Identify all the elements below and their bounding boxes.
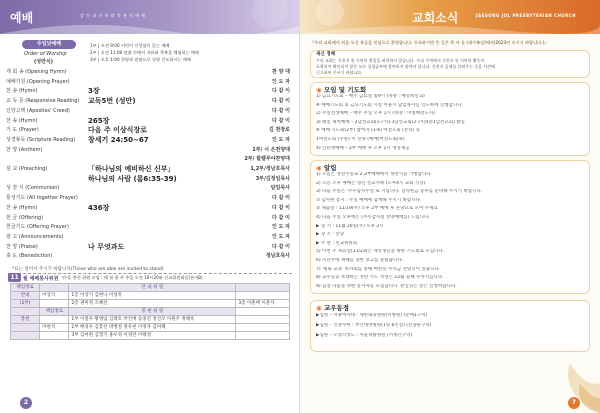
order-of-worship-label: Order of Worship — [24, 51, 67, 57]
order-item-label: 축 도 (Benediction) — [6, 253, 53, 260]
order-item-detail: 다음 주 이상식장로 — [88, 126, 147, 135]
announcement-item: 7) '평화 교육' 바자회를 통해 마련된 수익금 전달식이 있습니다. — [316, 266, 441, 272]
contact-item: ▶입원 – 서광여자대 : 새론내과병원(이병원) (문예1구역) — [316, 313, 428, 318]
schedule-cell — [11, 308, 40, 316]
order-item-label: 기 도 (Prayer) — [6, 127, 39, 134]
order-item-leader: 인 도 자 — [272, 233, 290, 240]
meetings-title: ◉ 모임 및 기도회 — [316, 86, 367, 94]
order-item-detail: 「하나님의 예비하신 신부」 — [88, 165, 175, 173]
page-number-left: 2 — [20, 397, 32, 409]
order-item-leader: 다 같 이 — [272, 107, 290, 114]
schedule-cell — [236, 324, 290, 332]
announcement-item: 1) 오늘은 성찬주일로 2,3부예배에서 성찬식을 거행합니다. — [316, 172, 432, 177]
schedule-cell — [236, 284, 290, 292]
order-item-leader: 정남호목사 — [265, 253, 290, 260]
schedule-row — [11, 284, 290, 292]
order-item-leader: 인 도 자 — [272, 78, 290, 85]
order-item-detail: 나 무엇과도 — [88, 242, 125, 251]
schedule-month-badge: 11 — [8, 273, 21, 282]
order-item-leader: 3부/김정일목사 — [255, 175, 290, 182]
order-item-detail: 3장 — [88, 87, 100, 96]
leaf-ornament — [520, 353, 600, 413]
news-header — [300, 0, 600, 34]
schedule-cell: 이현석 — [40, 324, 69, 332]
bullet-icon: ◉ — [316, 304, 324, 312]
intro-line-3: 신고하여 주시기 바랍니다. — [316, 70, 363, 75]
schedule-cell — [236, 332, 290, 340]
order-item-label: 통성기도 (All together Prayer) — [6, 195, 78, 202]
welcome-notice: 『우리 교회에서 처음 오신 분들을 진심으로 환영합니다. 등록하시면 뜻 깊은 축 사 를 (새가족실)에서(2023년 오시기 바랍니다.)』 — [310, 40, 549, 45]
schedule-row — [11, 324, 290, 332]
schedule-cell: 1층 이상기 김현나 이성옥 — [69, 292, 236, 300]
order-item-leader: 다 같 이 — [272, 117, 290, 124]
schedule-row — [11, 292, 290, 300]
order-sub-label: (성만식) — [34, 59, 54, 65]
schedule-note: 안내, 봉헌 위원 모임 : 매 월 첫 주 주일 오전 10시20분 선교위원회실(본지B) — [62, 275, 203, 280]
schedule-cell — [236, 316, 290, 324]
contacts-title: ◉ 교우동정 — [316, 304, 350, 312]
intro-line-2: 포착되어 확인되지 않은 모든 성경공부에 참여하지 말아야 합니다. 신천지 실제를 알려주는 곳을 사전에 — [316, 64, 495, 69]
schedule-cell — [40, 316, 69, 324]
announcement-item: 2) 오늘 오후 예배는 청년 선교카페 (오후4시 교회 식당) — [316, 180, 426, 186]
schedule-cell: 안 내 위 원 — [69, 284, 236, 292]
order-item-leader: 다 같 이 — [272, 204, 290, 211]
order-item-leader: 다 같 이 — [272, 214, 290, 221]
order-item-leader: 담임목사 — [270, 185, 290, 192]
order-item-label: 헌금기도 (Offering Prayer) — [6, 224, 69, 231]
schedule-cell: 1부 이철우 황병임 김태호 박진배 송종진 정진모 이원주 정해옥 — [69, 316, 236, 324]
schedule-row — [11, 300, 290, 308]
order-item-label: 찬 송 (Hymn) — [6, 204, 38, 211]
meeting-item: 1) 금요기도회 – 매주 금요일 밤9시 (목양 : 배유희선교) — [316, 94, 425, 99]
order-item-label: 설 교 (Preaching) — [6, 166, 48, 172]
sunday-worship-pill: 주일낮예배 — [22, 40, 76, 49]
meeting-item: 3) 평일 새벽예배 – 2남선교회(1구역)·3남선교회(2구역)(준1남선교회) 활동 — [316, 119, 465, 125]
schedule-table — [10, 283, 290, 340]
worship-subtitle: 감 동 과 자 유 와 축 복 의 예 배 — [80, 13, 146, 18]
meeting-item: 1여전도회 (주관) 이 찬양 (예배)여전도회(목) — [316, 137, 405, 142]
announcements-title: ◉ 알림 — [316, 164, 337, 172]
order-item-label: 광 고 (Announcements) — [6, 233, 64, 240]
announcement-item: ▶ 장 소 : 본당 — [316, 232, 345, 238]
announcement-item: ② 제출일 : 11/19(주) 오후 2부 예배 후 본당으로 모아 주세요 — [316, 206, 438, 212]
announcement-item: 8) 교우들을 초대하는 성탄 카드 작성은 12월 둘째 주까지입니다. — [316, 275, 444, 281]
schedule-cell — [236, 308, 290, 316]
bullet-icon: ◉ — [316, 86, 324, 94]
meeting-item: 4) 인터넷예배 – 2부 예배 후 오후 1시 영상제공 — [316, 145, 410, 151]
order-item-leader: 찬 양 대 — [272, 69, 290, 75]
announcement-item: 6) 지난주에 새해를 향한 보고를 올렸습니다. — [316, 258, 404, 263]
contact-item: ▶입원 – 신장수씨 : 부산대양병원(1일 6인실) (신장순구역) — [316, 323, 432, 328]
right-page — [300, 0, 600, 413]
announcement-item: 3) 다음 주일은 '추수감사주일'로 지킵니다. 감사헌금 봉투를 준비해 주시기 바랍니다. — [316, 189, 483, 195]
order-item-leader: 다 같 이 — [272, 195, 290, 202]
schedule-cell: 봉 헌 위 원 — [69, 308, 236, 316]
service-time-2: 2부 | 오전 11:00 말씀 안에서 자유와 축복을 체험하는 예배 — [90, 50, 200, 55]
section-divider — [8, 273, 292, 274]
order-item-leader: 1,2부/정남호목사 — [250, 166, 290, 172]
order-item-label: 예배기원 (Opening Prayer) — [6, 78, 70, 85]
schedule-cell: (2부) — [11, 300, 40, 308]
intro-line-1: 우리 교회는 신천지 및 이단의 출입을 허락하지 않습니다. 우리 주변에서 신천지 및 이단의 활동이 — [316, 58, 485, 63]
bullet-icon: ◉ — [316, 164, 324, 172]
schedule-cell: 2부 배성우 김봉선 박병철 정유현 이영자 김미혜 — [69, 324, 236, 332]
order-item-label: 개 회 송 (Opening Hymn) — [6, 69, 67, 75]
standing-notice: *표는 일어서 주시기 바랍니다(Those who are able are invited to stand) — [12, 267, 164, 272]
service-time-1: 1부 | 오전 9:00 어린이 신앙함이 있는 예배 — [90, 43, 170, 48]
schedule-cell: 봉헌 — [11, 316, 40, 324]
schedule-cell: 책임정로 — [40, 308, 69, 316]
order-item-label: 찬 양 (Anthem) — [6, 146, 43, 153]
service-time-3: 3부 | 오후 1:00 찬양과 말씀으로 성령 인도하시는 예배 — [90, 57, 191, 62]
order-item-leader: 1부/ 시 은천양대 — [252, 146, 290, 153]
schedule-cell: 이상식 — [40, 292, 69, 300]
intro-title: 새신 경배 — [316, 52, 335, 57]
order-item-detail: 창세기 24:50~67 — [88, 135, 149, 144]
schedule-cell: 책임정로 — [11, 284, 40, 292]
schedule-row — [11, 308, 290, 316]
schedule-title: 월 예배봉사위원 — [23, 276, 59, 282]
order-item-detail: 436장 — [88, 203, 110, 212]
order-item-label: 성 찬 식 (Communion) — [6, 185, 60, 192]
meeting-item: ※ 예배기도회 및 금요기도회 시설 이용시 담임목사님 인도하에 진행합니다. — [316, 102, 464, 108]
announcement-item: 4) 다음 주일 오후에는 (추수감사절 찬양예배를) 드립니다. — [316, 215, 430, 220]
order-item-label: 찬 송 (Hymn) — [6, 117, 38, 124]
schedule-row — [11, 316, 290, 324]
church-name-en: JAESONG JOL PRESBYTERIAN CHURCH — [476, 13, 577, 18]
announcement-item: ▶ 주 관 : 선교위원회 — [316, 240, 358, 246]
announcement-item: 5) 이번 주 목요일(11/23)은 재학생들을 위한 기도회로 모입니다. — [316, 249, 445, 255]
order-item-leader: 김 천장로 — [268, 127, 290, 134]
order-item-leader: 다 같 이 — [272, 243, 290, 250]
order-item-detail: 교독5번 (성만) — [88, 97, 136, 106]
order-item-label: 찬 양 (Praise) — [6, 243, 38, 250]
schedule-cell — [236, 292, 290, 300]
order-item-leader: 2부/ 할렐루야찬양대 — [244, 156, 290, 163]
order-item-detail: 265장 — [88, 116, 110, 125]
meeting-item: ※ 예배·기도회(2부) 참여자 (1-6) 여전도회 (본리) 등 — [316, 128, 421, 134]
order-item-leader: 다 같 이 — [272, 88, 290, 95]
order-item-detail: 하나님의 사람 (롬6:35-39) — [88, 174, 177, 183]
worship-title: 예배 — [10, 11, 34, 25]
order-item-leader: 다 같 이 — [272, 98, 290, 105]
announcement-item: 9) 김장 나눔을 위한 봉사자를 모집합니다. 관심있는 분은 신청바랍니다. — [316, 283, 457, 289]
schedule-cell — [11, 332, 40, 340]
schedule-cell — [11, 324, 40, 332]
schedule-cell: 안내 — [11, 292, 40, 300]
news-title: 교회소식 — [412, 11, 459, 25]
announcement-item: ▶ 일 시 : 11월 26일(주) 오후 2시 — [316, 223, 384, 229]
schedule-row — [11, 332, 290, 340]
announcement-item: ① 감사헌 봉지 : 주일 예배에 함께해 주시기 바랍니다. — [316, 197, 422, 203]
schedule-cell — [40, 300, 69, 308]
order-item-label: 성경봉독 (Scripture Reading) — [6, 136, 76, 143]
schedule-cell: 2층 권미정 조혜선 — [69, 300, 236, 308]
order-item-label: 찬 송 (Hymn) — [6, 88, 38, 95]
meeting-item: 2) 주일전성예배 – 매주 주일 오후 1시 (목양 : 이영배전도사) — [316, 111, 435, 117]
schedule-cell — [40, 284, 69, 292]
order-item-leader: 인 도 자 — [272, 136, 290, 143]
order-item-label: 신앙고백 (Apostles' Creed) — [6, 107, 70, 114]
worship-header — [0, 0, 300, 34]
order-item-leader: 인 도 자 — [272, 224, 290, 231]
order-item-label: 헌 금 (Offering) — [6, 214, 43, 221]
contact-item: ▶입원 – 오정식성도 : 서울재활병원 (서재간구역) — [316, 333, 413, 338]
page-number-right: 7 — [568, 397, 580, 409]
schedule-cell: 3층 이춘배 이춘자 — [236, 300, 290, 308]
order-item-label: 교 독 문 (Responsive Reading) — [6, 98, 80, 105]
schedule-cell — [40, 332, 69, 340]
header-wave-decoration — [0, 0, 300, 34]
schedule-cell: 3부 김여원 김형기 홍우성 이경란 이태성 — [69, 332, 236, 340]
